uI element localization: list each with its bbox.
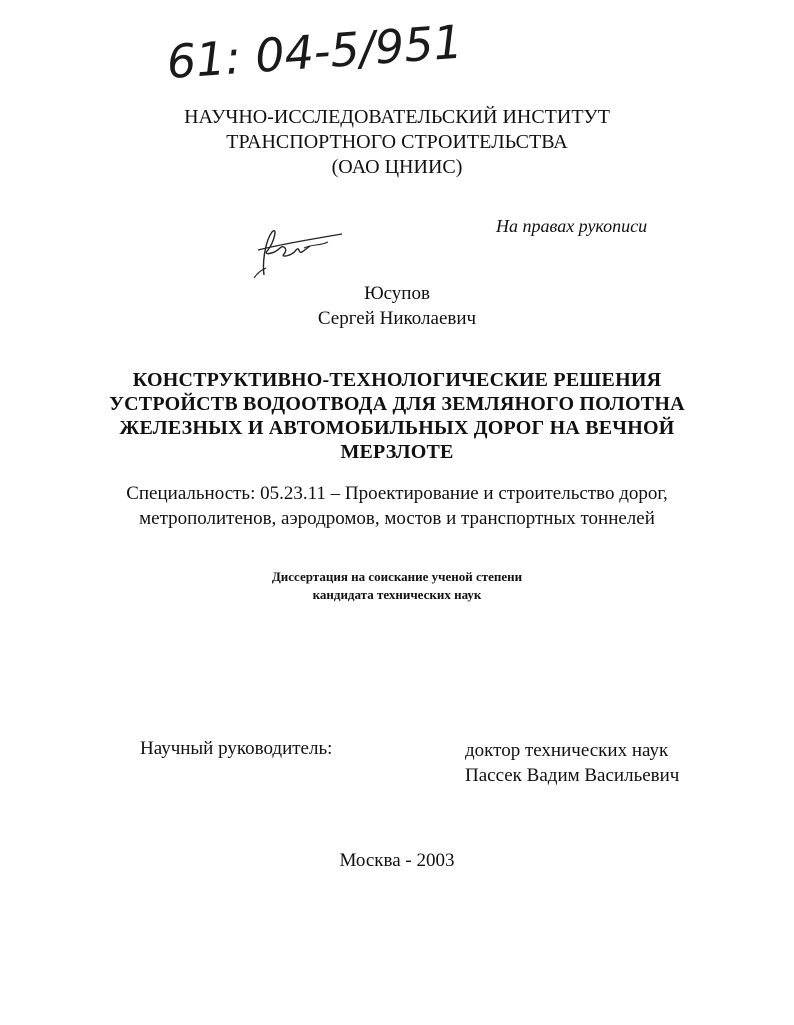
specialty-line-1: Специальность: 05.23.11 – Проектирование и строительство дорог, <box>126 483 668 504</box>
archive-code-handwritten <box>162 10 462 80</box>
institute-line-1: НАУЧНО-ИССЛЕДОВАТЕЛЬСКИЙ ИНСТИТУТ <box>184 106 610 128</box>
institute-line-3: (ОАО ЦНИИС) <box>331 156 463 178</box>
handwritten-archive-code <box>162 10 462 80</box>
signature-icon <box>244 220 354 280</box>
manuscript-rights-note: На правах рукописи <box>496 216 648 236</box>
advisor-degree: доктор технических наук <box>465 740 669 761</box>
specialty-block <box>0 481 794 531</box>
title-line-2: УСТРОЙСТВ ВОДООТВОДА ДЛЯ ЗЕМЛЯНОГО ПОЛОТНА <box>109 393 685 415</box>
degree-statement <box>0 568 794 604</box>
degree-line-2: кандидата технических наук <box>312 587 482 602</box>
title-line-4: МЕРЗЛОТЕ <box>340 441 454 463</box>
author-given-name: Сергей Николаевич <box>317 308 477 329</box>
specialty-line-2: метрополитенов, аэродромов, мостов и транспортных тоннелей <box>139 508 655 529</box>
title-line-1: КОНСТРУКТИВНО-ТЕХНОЛОГИЧЕСКИЕ РЕШЕНИЯ <box>132 369 662 391</box>
archive-code-text: 61: 04-5/951 <box>164 14 462 80</box>
institute-line-2: ТРАНСПОРТНОГО СТРОИТЕЛЬСТВА <box>226 131 568 153</box>
institute-block <box>0 105 794 180</box>
author-surname: Юсупов <box>364 283 430 304</box>
degree-line-1: Диссертация на соискание ученой степени <box>271 569 523 584</box>
author-block <box>0 281 794 331</box>
dissertation-title <box>0 368 794 464</box>
title-line-3: ЖЕЛЕЗНЫХ И АВТОМОБИЛЬНЫХ ДОРОГ НА ВЕЧНОЙ <box>119 417 675 439</box>
place-and-year: Москва - 2003 <box>339 850 455 871</box>
advisor-name: Пассек Вадим Васильевич <box>465 765 680 786</box>
advisor-label: Научный руководитель: <box>140 738 333 759</box>
advisor-block <box>465 738 679 788</box>
